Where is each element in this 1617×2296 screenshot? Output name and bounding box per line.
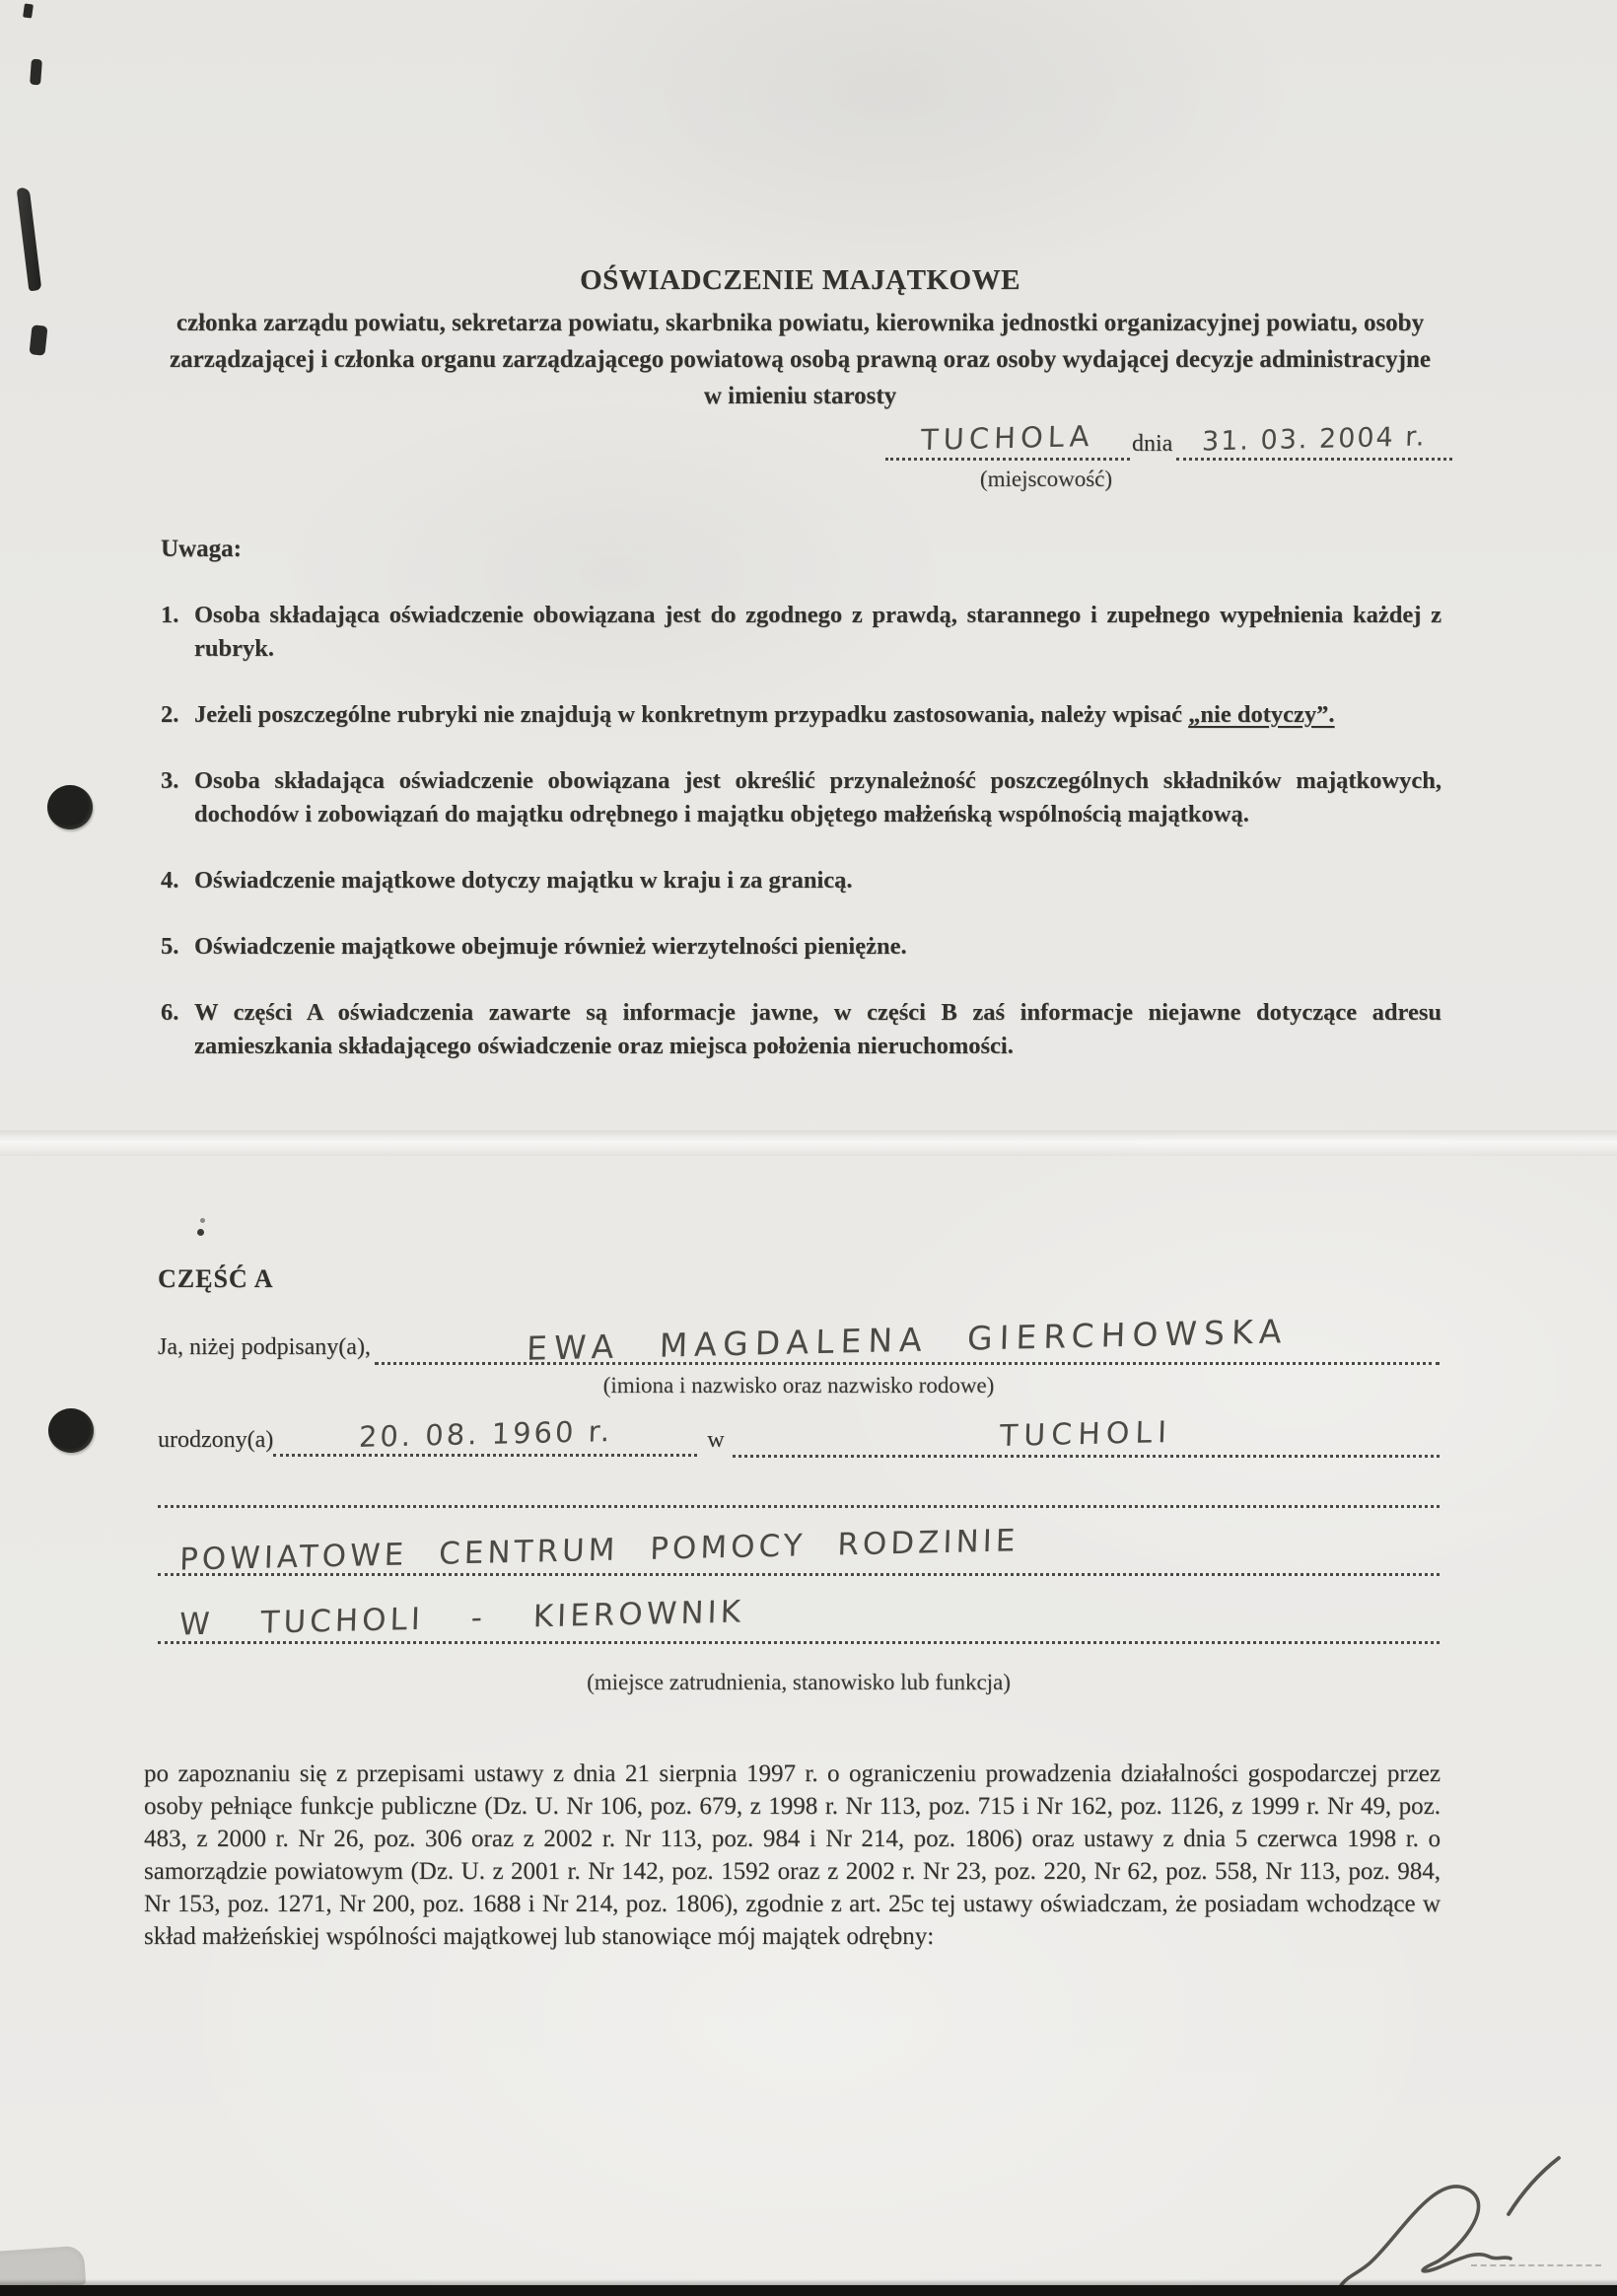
note-text: W części A oświadczenia zawarte są informacje jawne, w części B zaś informacje niejawne dotyczące adresu zamieszkania składającego oświadczenie oraz miejsca położenia nieruchomości.: [194, 999, 1441, 1059]
declarant-name-handwriting: EWA MAGDALENA GIERCHOWSKA: [526, 1312, 1289, 1368]
place-caption: (miejscowość): [979, 466, 1113, 491]
note-number: 4.: [161, 867, 179, 894]
ink-speck: [197, 1229, 204, 1236]
employment-line-1: [158, 1523, 1440, 1578]
employment-handwriting-1: POWIATOWE CENTRUM POMOCY RODZINIE: [178, 1523, 1019, 1578]
note-item: [161, 930, 1441, 964]
note-text: Oświadczenie majątkowe dotyczy majątku w kraju i za granicą.: [194, 867, 853, 894]
employment-blank-line: [158, 1503, 1440, 1508]
signature-handwriting: [1250, 2117, 1617, 2296]
note-item: [161, 764, 1441, 831]
note-text: Oświadczenie majątkowe obejmuje również wierzytelności pieniężne.: [194, 933, 907, 960]
page-subtitle: członka zarządu powiatu, sekretarza powiatu, skarbnika powiatu, kierownika jednostki organizacyjnej powiatu, osoby zarządzającej i członka organu zarządzającego powiatową osobą prawną oraz osoby wydającej decyzje administracyjne w imieniu starosty: [170, 310, 1431, 409]
employment-handwriting-2: W TUCHOLI - KIEROWNIK: [178, 1594, 745, 1643]
birth-place-handwriting: TUCHOLI: [999, 1414, 1173, 1455]
staple-mark: [23, 3, 34, 18]
date-handwriting: 31. 03. 2004 r.: [1201, 421, 1428, 458]
note-item: [161, 864, 1441, 897]
note-text: Osoba składająca oświadczenie obowiązana jest do zgodnego z prawdą, starannego i zupełnego wypełnienia każdej z rubryk.: [194, 602, 1441, 662]
page-title: OŚWIADCZENIE MAJĄTKOWE: [580, 264, 1020, 296]
note-item: [161, 599, 1441, 666]
note-number: 1.: [161, 602, 179, 628]
faint-scan-line: [1471, 2264, 1601, 2266]
staple-mark: [17, 187, 42, 292]
note-text: Jeżeli poszczególne rubryki nie znajdują w konkretnym przypadku zastosowania, należy wpisać „nie dotyczy”.: [194, 701, 1335, 728]
birth-date-field: [273, 1414, 697, 1457]
born-in-label: w: [707, 1427, 725, 1453]
staple-mark: [29, 324, 47, 356]
scan-edge-band: [0, 2285, 1617, 2296]
staple-mark: [30, 59, 42, 86]
note-item: [161, 996, 1441, 1063]
part-a-section: [158, 1264, 1440, 1695]
place-handwriting: TUCHOLA: [920, 418, 1095, 458]
note-text: Osoba składająca oświadczenie obowiązana jest określić przynależność poszczególnych składników majątkowych, dochodów i zobowiązań do majątku odrębnego i majątku objętego małżeńską wspólnością majątkową.: [194, 767, 1441, 827]
note-number: 3.: [161, 767, 179, 794]
declarant-label: Ja, niżej podpisany(a),: [158, 1334, 371, 1360]
note-number: 2.: [161, 701, 179, 728]
employment-line-2: [158, 1594, 1440, 1644]
birth-place-field: [733, 1414, 1440, 1458]
paper-crease: [0, 1130, 1617, 1156]
place-date-block: [885, 418, 1452, 492]
note-number: 5.: [161, 933, 179, 960]
note-underlined-phrase: „nie dotyczy”.: [1188, 701, 1335, 728]
note-item: [161, 698, 1441, 732]
place-field: [885, 418, 1130, 461]
punch-hole: [47, 785, 93, 829]
dnia-label: dnia: [1132, 431, 1173, 457]
legal-paragraph: po zapoznaniu się z przepisami ustawy z dnia 21 sierpnia 1997 r. o ograniczeniu prowadzenia działalności gospodarczej przez osoby pełniące funkcje publiczne (Dz. U. Nr 106, poz. 679, z 1998 r. Nr 113, poz. 715 i Nr 162, poz. 1126, z 1999 r. Nr 49, poz. 483, z 2000 r. Nr 26, poz. 306 oraz z 2002 r. Nr 113, poz. 984 i Nr 214, poz. 1806) oraz ustawy z dnia 5 czerwca 1998 r. o samorządzie powiatowym (Dz. U. z 2001 r. Nr 142, poz. 1592 oraz z 2002 r. Nr 23, poz. 220, Nr 62, poz. 558, Nr 113, poz. 984, Nr 153, poz. 1271, Nr 200, poz. 1688 i Nr 214, poz. 1806), zgodnie z art. 25c tej ustawy oświadczam, że posiadam wchodzące w skład małżeńskiej wspólności majątkowej lub stanowiące mój majątek odrębny:: [144, 1760, 1441, 1950]
date-field: [1176, 421, 1452, 461]
notes-list: [161, 599, 1441, 1096]
born-label: urodzony(a): [158, 1427, 274, 1453]
punch-hole: [48, 1408, 94, 1453]
notes-header: Uwaga:: [161, 536, 242, 562]
name-caption: (imiona i nazwisko oraz nazwisko rodowe): [602, 1373, 995, 1398]
note-number: 6.: [161, 999, 179, 1026]
birth-date-handwriting: 20. 08. 1960 r.: [358, 1414, 613, 1454]
document-header: [161, 264, 1440, 414]
declarant-name-field: [375, 1312, 1440, 1368]
part-a-header: CZĘŚĆ A: [158, 1264, 274, 1293]
employment-caption: (miejsce zatrudnienia, stanowisko lub funkcja): [587, 1670, 1011, 1694]
